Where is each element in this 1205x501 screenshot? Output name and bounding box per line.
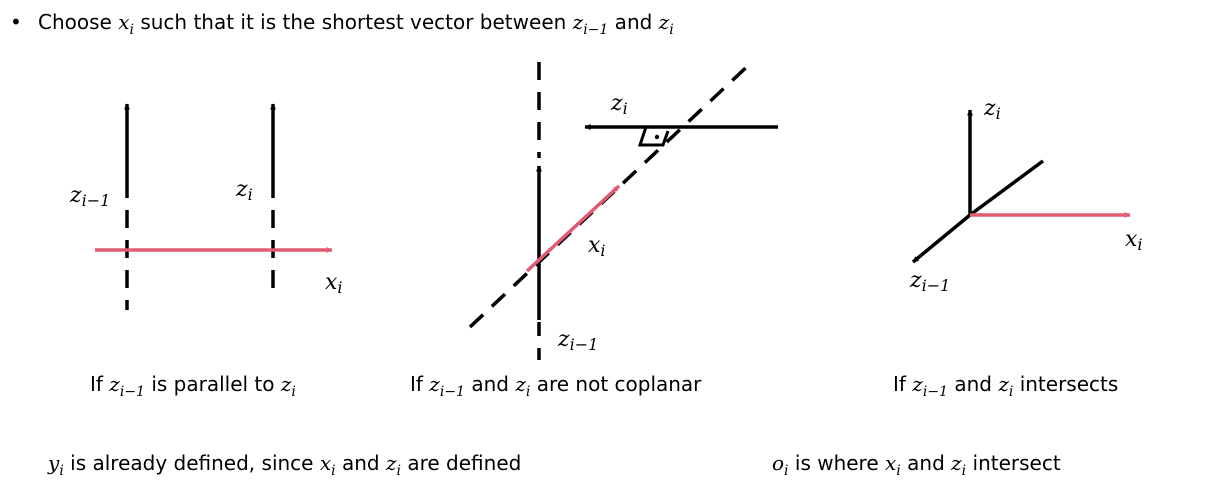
- heading-z-sub: i−1: [583, 22, 609, 38]
- heading-z-sub: i: [669, 22, 674, 38]
- caption-intersects: If $z_{i-1}$ and $z_i$ intersects: [893, 372, 1119, 400]
- diagram-intersects: [893, 96, 1143, 400]
- heading-z: z: [572, 10, 584, 34]
- label-x: xi: [1125, 227, 1143, 254]
- heading-text: such that it is the shortest vector between: [133, 10, 573, 34]
- right-angle-dot: [655, 135, 659, 139]
- label-x: xi: [325, 270, 343, 297]
- diagram-parallel: [69, 104, 343, 400]
- bullet: •: [10, 10, 22, 34]
- label-z-prev: zi−1: [558, 327, 599, 354]
- right-angle-marker: [640, 127, 668, 145]
- heading-x-sub: i: [129, 22, 134, 38]
- caption-not-coplanar: If $z_{i-1}$ and $z_i$ are not coplanar: [410, 372, 702, 400]
- diagram-not-coplanar: [410, 61, 778, 400]
- z-prev-axis-back: [970, 161, 1043, 215]
- label-z-prev: zi−1: [910, 268, 951, 295]
- footer-y-defined: $y_i$ is already defined, since $x_i$ and $z_i$ are defined: [48, 451, 522, 479]
- caption-parallel: If $z_{i-1}$ is parallel to $z_i$: [90, 372, 296, 400]
- heading-text: and: [608, 10, 659, 34]
- label-x: xi: [588, 233, 606, 260]
- label-z: zi: [236, 177, 253, 204]
- heading: [38, 10, 674, 38]
- label-z: zi: [984, 96, 1001, 123]
- heading-x: x: [118, 10, 130, 34]
- label-z: zi: [611, 91, 628, 118]
- label-z-prev: zi−1: [70, 183, 111, 210]
- footer-o-intersect: $o_i$ is where $x_i$ and $z_i$ intersect: [772, 451, 1061, 479]
- z-prev-axis-arrow: [913, 215, 970, 262]
- heading-text: Choose: [38, 10, 119, 34]
- heading-z: z: [658, 10, 670, 34]
